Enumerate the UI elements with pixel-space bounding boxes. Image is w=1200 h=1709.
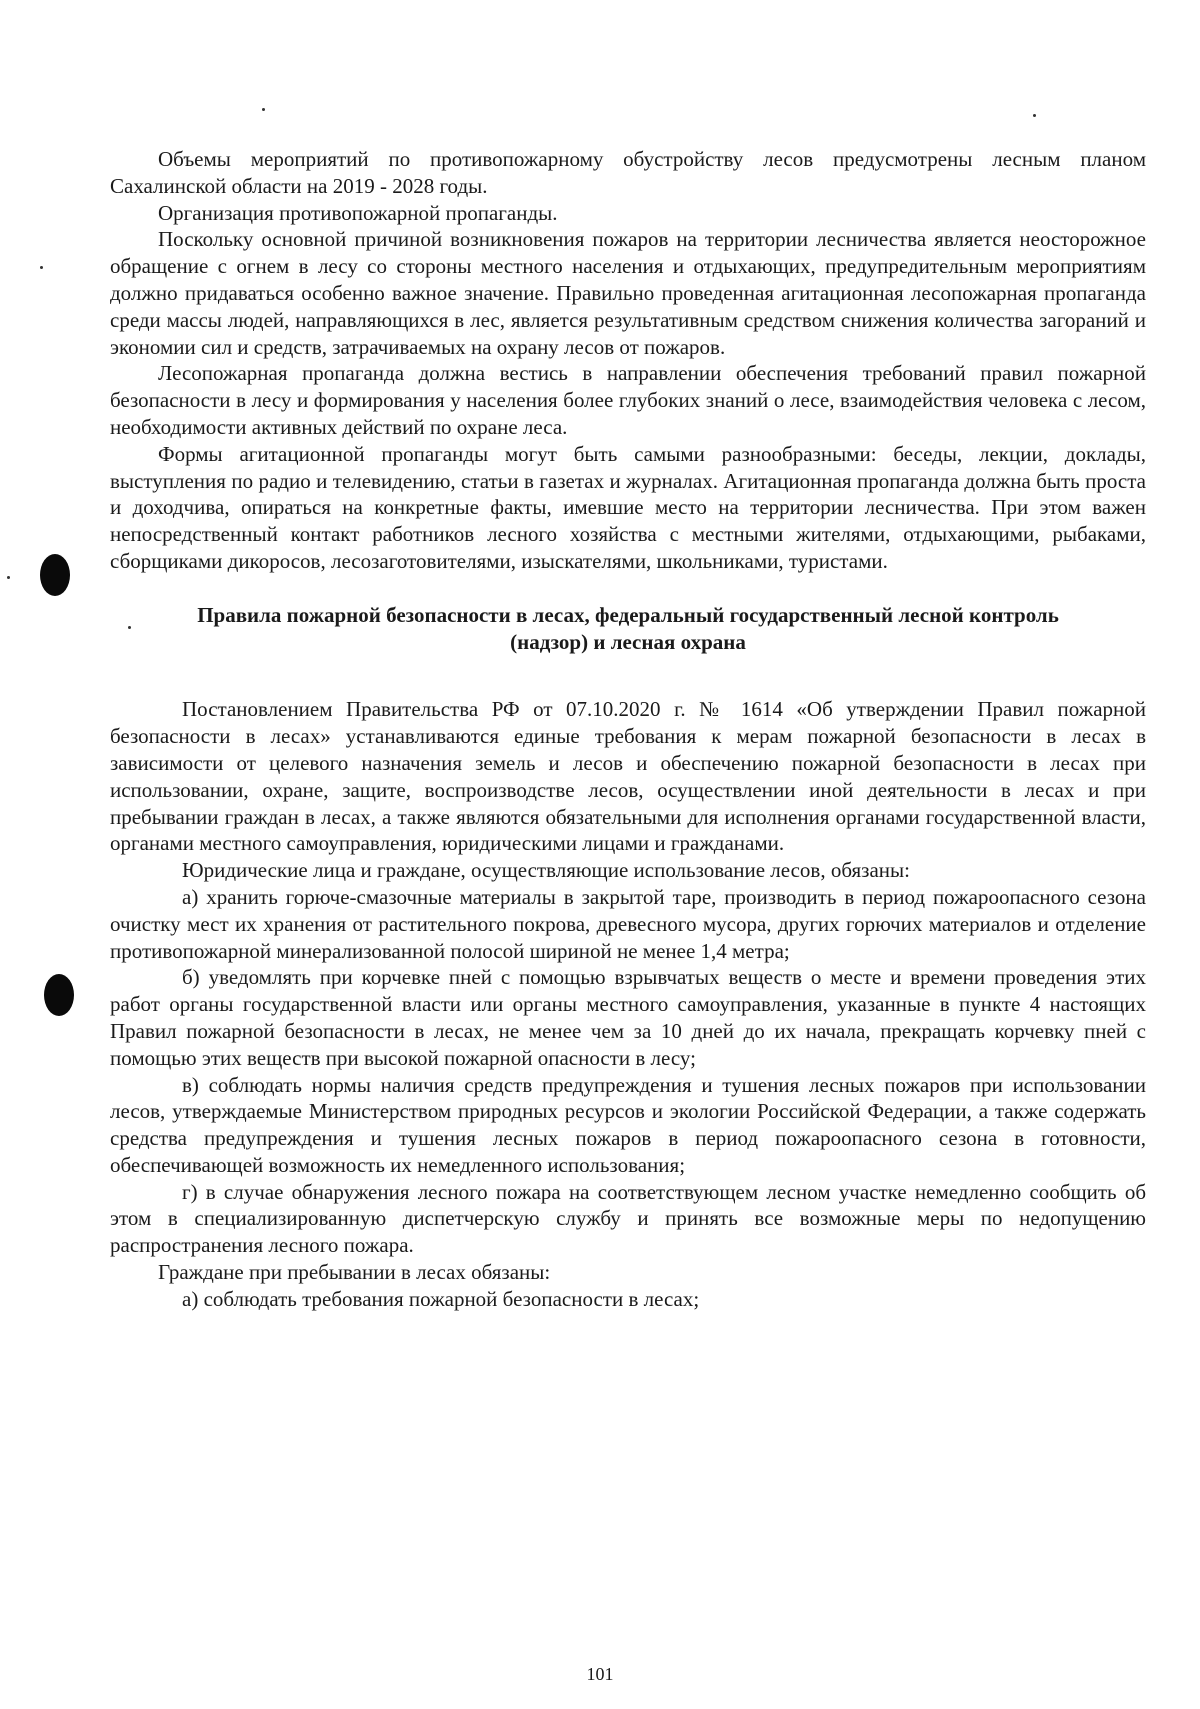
paragraph: Юридические лица и граждане, осуществляющие использование лесов, обязаны: — [182, 858, 910, 883]
paragraph: Лесопожарная пропаганда должна вестись в направлении обеспечения требований правил пожарной безопасности в лесу и формирования у населения более глубоких знаний о лесе, взаимодействия человека с лесом, необходимости активных действий по охране леса. — [110, 361, 1146, 439]
list-item: а) соблюдать требования пожарной безопасности в лесах; — [182, 1286, 700, 1311]
punch-hole-top — [40, 554, 70, 596]
section-heading: Правила пожарной безопасности в лесах, федеральный государственный лесной контроль (надзор) и лесная охрана — [197, 602, 1059, 654]
paragraph: Объемы мероприятий по противопожарному обустройству лесов предусмотрены лесным планом Сахалинской области на 2019 - 2028 годы. — [110, 147, 1146, 198]
punch-hole-bottom — [44, 974, 74, 1016]
paragraph: Граждане при пребывании в лесах обязаны: — [158, 1260, 551, 1285]
paragraph: Поскольку основной причиной возникновения пожаров на территории лесничества является неосторожное обращение с огнем в лесу со стороны местного населения и отдыхающих, предупредительным мероприятиям должно придаваться особенно важное значение. Правильно проведенная агитационная лесопожарная пропаганда среди массы людей, направляющихся в лес, является результативным средством снижения количества загораний и экономии сил и средств, затрачиваемых на охрану лесов от пожаров. — [110, 227, 1146, 359]
paragraph: Организация противопожарной пропаганды. — [158, 200, 558, 225]
list-item: а) хранить горюче-смазочные материалы в закрытой таре, производить в период пожароопасного сезона очистку мест их хранения от растительного покрова, древесного мусора, других горючих материалов и отделение противопожарной минерализованной полосой шириной не менее 1,4 метра; — [110, 884, 1146, 963]
page-number: 101 — [586, 1664, 614, 1684]
list-item: г) в случае обнаружения лесного пожара на соответствующем лесном участке немедленно сообщить об этом в специализированную диспетчерскую службу и принять все возможные меры по недопущению распространения лесного пожара. — [110, 1179, 1146, 1258]
paragraph: Постановлением Правительства РФ от 07.10.2020 г. № 1614 «Об утверждении Правил пожарной безопасности в лесах» устанавливаются единые требования к мерам пожарной безопасности в лесах в зависимости от целевого назначения земель и лесов и обеспечению пожарной безопасности в лесах при использовании, охране, защите, воспроизводстве лесов, осуществлении иной деятельности в лесах и при пребывании граждан в лесах, а также являются обязательными для исполнения органами государственной власти, органами местного самоуправления, юридическими лицами и гражданами. — [110, 697, 1146, 856]
list-item: б) уведомлять при корчевке пней с помощью взрывчатых веществ о месте и времени проведения этих работ органы государственной власти или органы местного самоуправления, указанные в пункте 4 настоящих Правил пожарной безопасности в лесах, не менее чем за 10 дней до их начала, прекращать корчевку пней с помощью этих веществ при высокой пожарной опасности в лесу; — [110, 965, 1146, 1070]
scan-speck — [7, 576, 10, 579]
scan-speck — [262, 108, 265, 111]
paragraph: Формы агитационной пропаганды могут быть самыми разнообразными: беседы, лекции, доклады, выступления по радио и телевидению, статьи в газетах и журналах. Агитационная пропаганда должна быть проста и доходчива, опираться на конкретные факты, имевшие место на территории лесничества. При этом важен непосредственный контакт работников лесного хозяйства с местными жителями, отдыхающими, рыбаками, сборщиками дикоросов, лесозаготовителями, изыскателями, школьниками, туристами. — [110, 441, 1146, 573]
document-body — [110, 146, 1146, 1313]
scan-speck — [40, 266, 43, 269]
scan-speck — [1033, 114, 1036, 117]
list-item: в) соблюдать нормы наличия средств предупреждения и тушения лесных пожаров при использовании лесов, утверждаемые Министерством природных ресурсов и экологии Российской Федерации, а также содержать средства предупреждения и тушения лесных пожаров в период пожароопасного сезона в готовности, обеспечивающей возможность их немедленного использования; — [110, 1072, 1146, 1177]
